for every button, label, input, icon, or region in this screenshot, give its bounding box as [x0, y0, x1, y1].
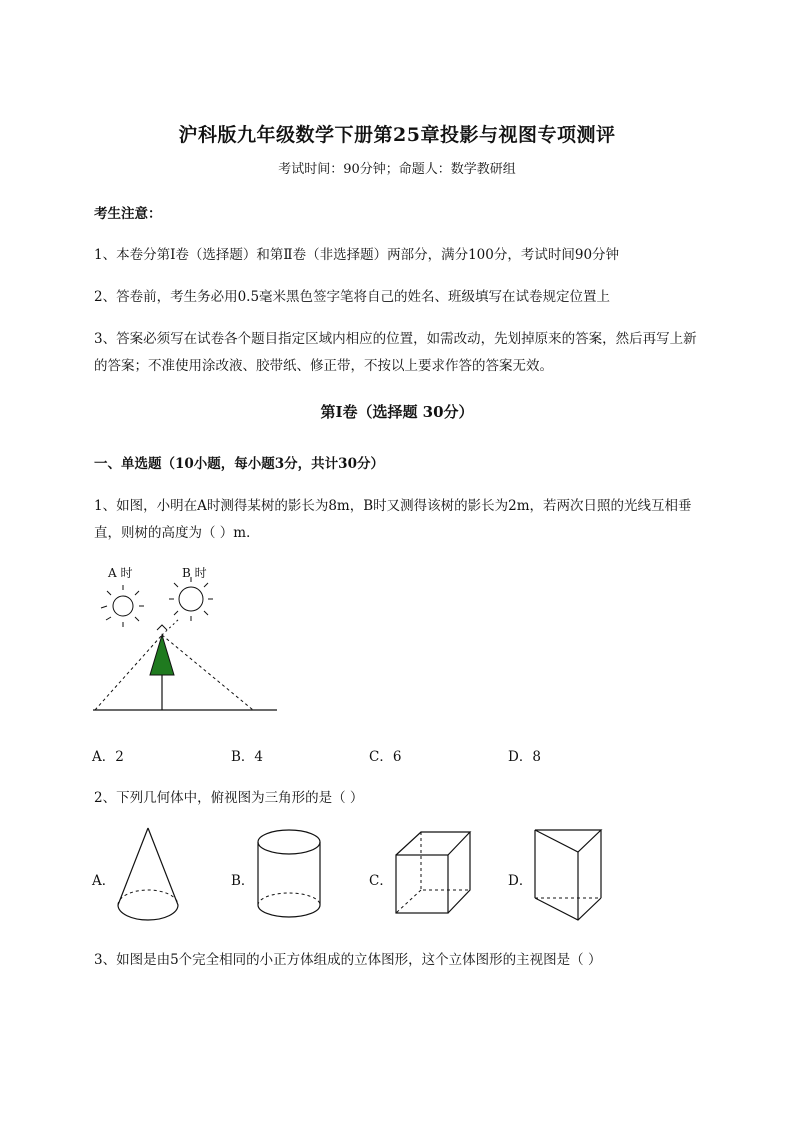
notice-heading: 考生注意：: [94, 206, 162, 222]
notice-item-3-cont: 的答案；不准使用涂改液、胶带纸、修正带，不按以上要求作答的答案无效。: [94, 358, 553, 374]
question-1-option-a[interactable]: A．2: [92, 749, 124, 765]
notice-item-1: 1、本卷分第I卷（选择题）和第Ⅱ卷（非选择题）两部分，满分100分，考试时间90分钟: [94, 247, 620, 263]
light-ray-b: [162, 635, 253, 710]
tree-icon: [150, 635, 174, 675]
notice-item-3: 3、答案必须写在试卷各个题目指定区域内相应的位置，如需改动，先划掉原来的答案，然后再写上新: [94, 331, 697, 347]
question-1-figure: [90, 560, 290, 720]
sun-a-icon: [101, 585, 144, 627]
ray-extension: [162, 618, 180, 635]
cone-icon: [112, 825, 187, 925]
cylinder-icon: [254, 825, 329, 925]
label-a-time: A 时: [108, 566, 133, 580]
question-1-option-b[interactable]: B．4: [231, 749, 264, 765]
question-1-line-2: 直，则树的高度为（ ）m．: [94, 525, 260, 541]
question-2-option-d[interactable]: D．: [508, 873, 533, 889]
notice-item-2: 2、答卷前，考生务必用0.5毫米黑色签字笔将自己的姓名、班级填写在试卷规定位置上: [94, 289, 611, 305]
question-2-line-1: 2、下列几何体中，俯视图为三角形的是（ ）: [94, 790, 364, 806]
exam-info: 考试时间：90分钟；命题人：数学教研组: [278, 162, 516, 177]
part-heading: 一、单选题（10小题，每小题3分，共计30分）: [94, 456, 384, 472]
page-title: 沪科版九年级数学下册第25章投影与视图专项测评: [178, 124, 616, 146]
sun-b-icon: [169, 577, 213, 621]
question-2-option-c[interactable]: C．: [369, 873, 393, 889]
question-2-option-b[interactable]: B．: [231, 873, 255, 889]
cube-icon: [390, 827, 475, 922]
question-1-line-1: 1、如图，小明在A时测得某树的影长为8m，B时又测得该树的影长为2m，若两次日照的光线互相垂: [94, 498, 692, 514]
question-3-line-1: 3、如图是由5个完全相同的小正方体组成的立体图形，这个立体图形的主视图是（ ）: [94, 952, 602, 968]
triangular-prism-icon: [530, 827, 610, 927]
right-angle-mark: [157, 625, 167, 630]
section-title: 第I卷（选择题 30分）: [320, 403, 474, 421]
question-1-option-d[interactable]: D．8: [508, 749, 541, 765]
question-2-option-a[interactable]: A．: [92, 873, 116, 889]
label-b-time: B 时: [182, 566, 207, 580]
question-1-option-c[interactable]: C．6: [369, 749, 402, 765]
